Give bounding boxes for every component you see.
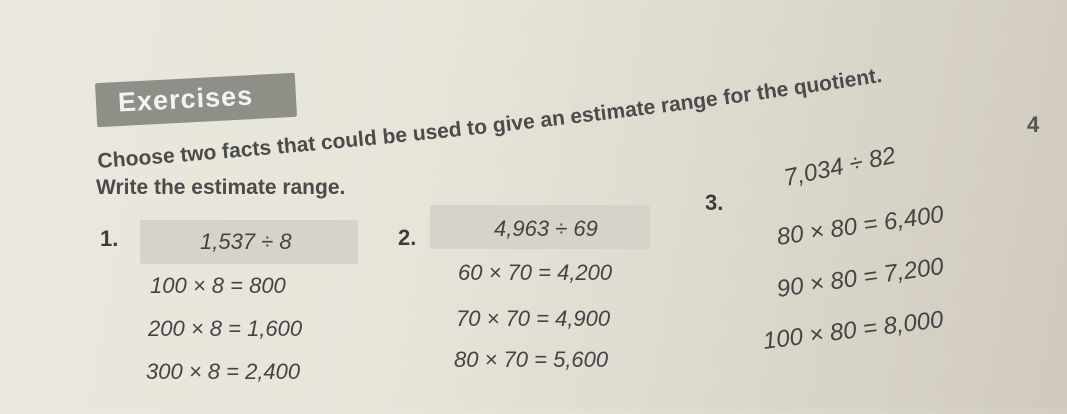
problem-3-fact-3: 100 × 80 = 8,000 (761, 306, 945, 355)
instruction-line-1: Choose two facts that could be used to give an estimate range for the quotient. (96, 63, 884, 173)
problem-1-expression: 1,537 ÷ 8 (200, 229, 292, 254)
problem-3-number: 3. (705, 190, 724, 215)
problem-1-fact-2: 200 × 8 = 1,600 (148, 316, 303, 341)
problem-3-fact-2: 90 × 80 = 7,200 (775, 252, 946, 303)
problem-1-fact-3: 300 × 8 = 2,400 (146, 359, 301, 384)
problem-2-fact-2: 70 × 70 = 4,900 (456, 306, 611, 331)
problem-1-number: 1. (100, 226, 119, 251)
instruction-line-2: Write the estimate range. (96, 176, 346, 199)
problem-2-fact-3: 80 × 70 = 5,600 (454, 347, 609, 372)
exercises-title: Exercises (117, 80, 254, 118)
corner-number: 4 (1027, 112, 1040, 137)
problem-3-fact-1: 80 × 80 = 6,400 (775, 200, 946, 251)
problem-3-expression: 7,034 ÷ 82 (781, 141, 899, 192)
problem-2-fact-1: 60 × 70 = 4,200 (458, 260, 613, 285)
problem-2-expression: 4,963 ÷ 69 (494, 216, 598, 241)
problem-1-fact-1: 100 × 8 = 800 (150, 273, 286, 298)
problem-2-number: 2. (398, 225, 417, 250)
